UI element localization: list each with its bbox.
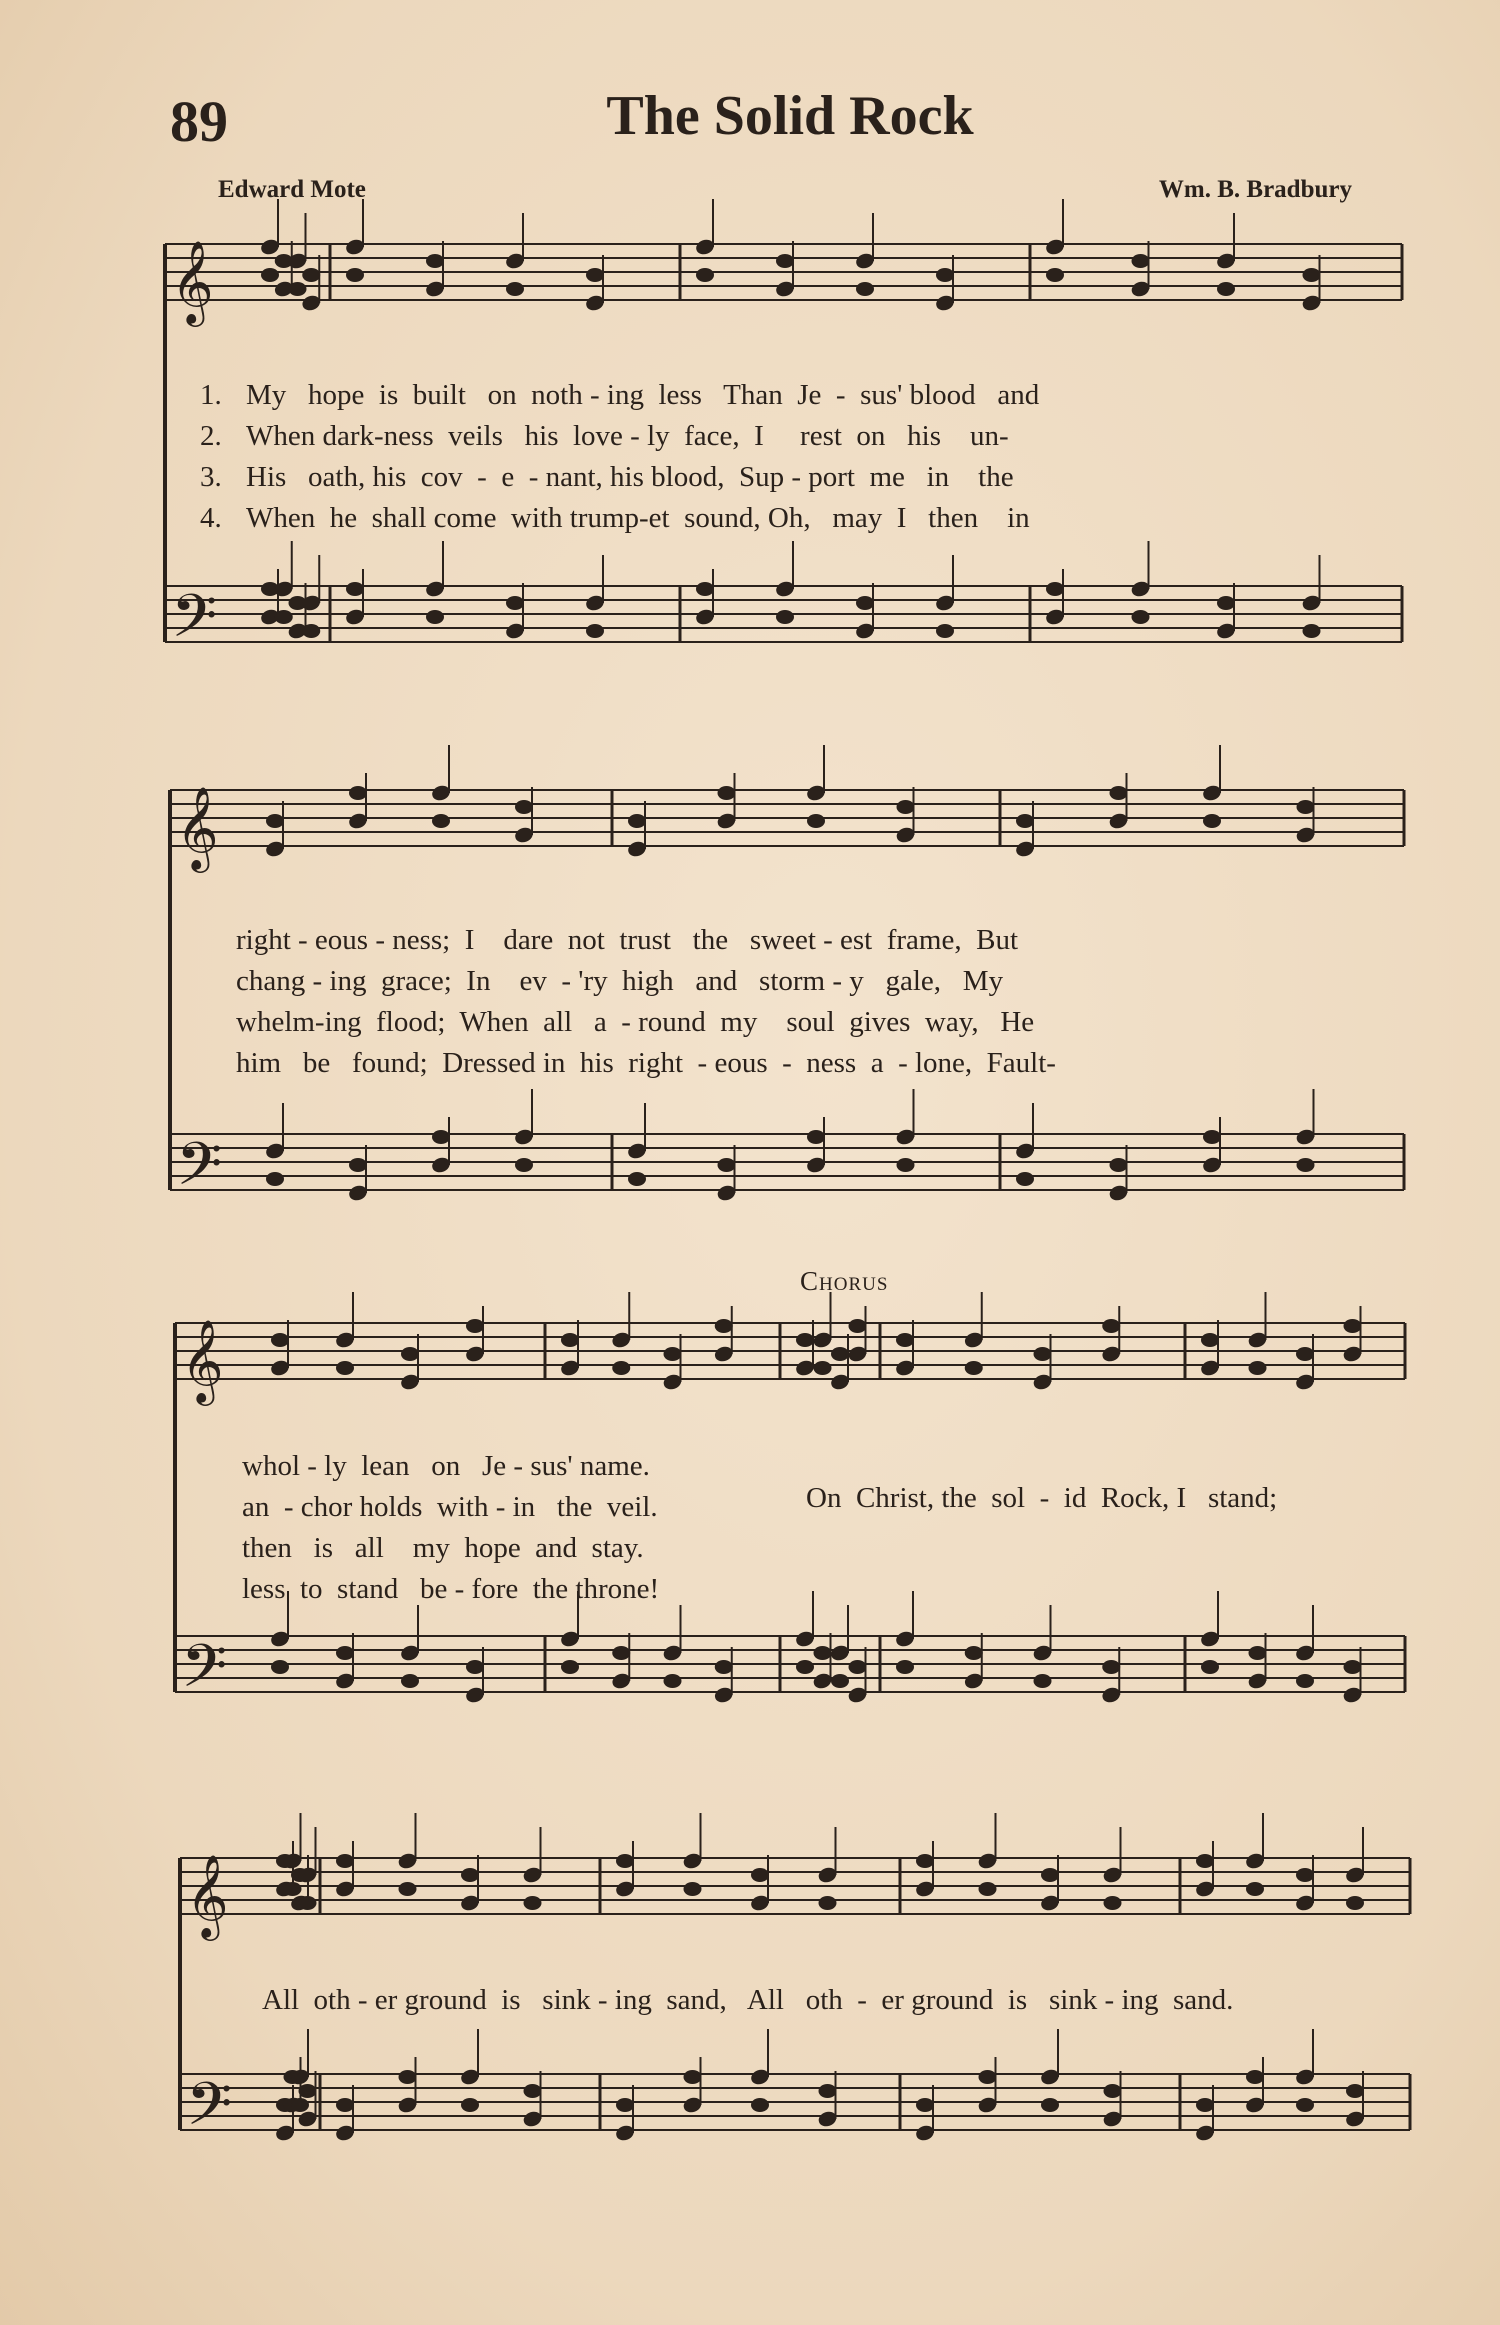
note-head <box>616 2098 634 2112</box>
note-head <box>291 2098 309 2112</box>
note-head <box>1034 1347 1052 1361</box>
note-head <box>1303 268 1321 282</box>
note-head <box>751 2098 769 2112</box>
note-head <box>718 1158 736 1172</box>
note-head <box>506 282 524 296</box>
note-head <box>302 624 320 638</box>
note-head <box>849 1660 867 1674</box>
note-head <box>466 1319 484 1333</box>
note-head <box>1296 2098 1314 2112</box>
note-head <box>1102 1319 1120 1333</box>
lyric-line: him be found; Dressed in his right - eous - ness a - lone, Fault- <box>236 1047 1056 1079</box>
note-head <box>856 596 874 610</box>
note-head <box>814 1646 832 1660</box>
note-head <box>561 1660 579 1674</box>
note-head <box>299 1896 317 1910</box>
note-head <box>349 1158 367 1172</box>
note-head <box>1297 800 1315 814</box>
note-head <box>1246 2070 1264 2084</box>
note-head <box>936 268 954 282</box>
note-head <box>1249 1361 1267 1375</box>
note-head <box>432 1130 450 1144</box>
note-head <box>586 268 604 282</box>
lyric-line: less to stand be - fore the throne! <box>242 1573 660 1605</box>
note-head <box>1344 1660 1362 1674</box>
final-lyric: All oth - er ground is sink - ing sand, All oth - er ground is sink - ing sand. <box>262 1984 1234 2016</box>
note-head <box>796 1660 814 1674</box>
note-head <box>461 2098 479 2112</box>
note-head <box>346 582 364 596</box>
note-head <box>1132 610 1150 624</box>
note-head <box>302 268 320 282</box>
chorus-lyric: On Christ, the sol - id Rock, I stand; <box>806 1482 1278 1514</box>
note-head <box>299 2084 317 2098</box>
verse-lyrics-system-1 <box>200 375 1039 539</box>
note-head <box>586 624 604 638</box>
lyric-line: whelm-ing flood; When all a - round my soul gives way, He <box>236 1006 1035 1038</box>
note-head <box>399 1882 417 1896</box>
note-head <box>261 268 279 282</box>
note-head <box>916 2098 934 2112</box>
note-head <box>432 814 450 828</box>
treble-clef-icon: 𝄞 <box>186 1853 229 1937</box>
note-head <box>426 254 444 268</box>
note-head <box>336 2098 354 2112</box>
note-head <box>336 1646 354 1660</box>
note-head <box>1201 1660 1219 1674</box>
note-head <box>628 814 646 828</box>
note-head <box>751 1868 769 1882</box>
note-head <box>461 1868 479 1882</box>
verse-lyrics-system-3 <box>242 1446 659 1610</box>
note-head <box>796 1333 814 1347</box>
lyric-line: an - chor holds with - in the veil. <box>242 1491 658 1523</box>
note-head <box>807 1130 825 1144</box>
note-head <box>401 1674 419 1688</box>
note-head <box>936 624 954 638</box>
lyric-line: right - eous - ness; I dare not trust the sweet - est frame, But <box>236 924 1019 956</box>
note-head <box>684 2070 702 2084</box>
note-head <box>896 1333 914 1347</box>
note-head <box>1046 582 1064 596</box>
note-head <box>336 1854 354 1868</box>
note-head <box>506 596 524 610</box>
note-head <box>696 268 714 282</box>
note-head <box>1296 1674 1314 1688</box>
note-head <box>965 1646 983 1660</box>
note-head <box>896 1660 914 1674</box>
note-head <box>336 1361 354 1375</box>
chorus-label: Chorus <box>800 1266 889 1296</box>
treble-clef-icon: 𝄞 <box>176 785 219 869</box>
note-head <box>819 1896 837 1910</box>
note-head <box>1246 1882 1264 1896</box>
note-head <box>271 1660 289 1674</box>
note-head <box>814 1361 832 1375</box>
note-head <box>515 1158 533 1172</box>
note-head <box>664 1674 682 1688</box>
note-head <box>1217 282 1235 296</box>
note-head <box>349 786 367 800</box>
note-head <box>1217 596 1235 610</box>
note-head <box>718 786 736 800</box>
note-head <box>1203 1130 1221 1144</box>
note-head <box>612 1361 630 1375</box>
note-head <box>561 1333 579 1347</box>
composer-credit: Wm. B. Bradbury <box>1158 176 1352 203</box>
note-head <box>1296 1868 1314 1882</box>
note-head <box>1132 254 1150 268</box>
note-head <box>979 2070 997 2084</box>
note-head <box>524 2084 542 2098</box>
note-head <box>1041 2098 1059 2112</box>
lyric-line: 4. When he shall come with trump-et sound, Oh, may I then in <box>200 502 1030 534</box>
note-head <box>1104 2084 1122 2098</box>
note-head <box>684 1882 702 1896</box>
lyric-line: then is all my hope and stay. <box>242 1532 644 1564</box>
note-head <box>1346 2084 1364 2098</box>
note-head <box>1346 1896 1364 1910</box>
note-head <box>1344 1319 1362 1333</box>
lyric-line: 3. His oath, his cov - e - nant, his blood, Sup - port me in the <box>200 461 1014 493</box>
note-head <box>1196 2098 1214 2112</box>
verse-lyrics-system-2 <box>236 920 1056 1084</box>
note-head <box>715 1660 733 1674</box>
note-head <box>346 268 364 282</box>
note-head <box>776 610 794 624</box>
note-head <box>1296 1347 1314 1361</box>
note-head <box>271 1333 289 1347</box>
note-head <box>266 1172 284 1186</box>
note-head <box>807 814 825 828</box>
note-head <box>696 582 714 596</box>
note-head <box>426 610 444 624</box>
bass-clef-icon: 𝄢 <box>171 581 218 665</box>
note-head <box>1102 1660 1120 1674</box>
note-head <box>715 1319 733 1333</box>
note-head <box>897 800 915 814</box>
note-head <box>1046 268 1064 282</box>
note-head <box>399 2070 417 2084</box>
note-head <box>1110 1158 1128 1172</box>
note-head <box>916 1854 934 1868</box>
note-head <box>616 1854 634 1868</box>
lyric-line: 2. When dark-ness veils his love - ly face, I rest on his un- <box>200 420 1009 452</box>
hymn-number: 89 <box>170 89 228 154</box>
note-head <box>1041 1868 1059 1882</box>
bass-clef-icon: 𝄢 <box>186 2069 233 2153</box>
note-head <box>1196 1854 1214 1868</box>
note-head <box>897 1158 915 1172</box>
treble-clef-icon: 𝄞 <box>171 239 214 323</box>
note-head <box>401 1347 419 1361</box>
note-head <box>831 1347 849 1361</box>
note-head <box>1249 1646 1267 1660</box>
note-head <box>1016 814 1034 828</box>
note-head <box>1016 1172 1034 1186</box>
note-head <box>776 254 794 268</box>
lyric-line: chang - ing grace; In ev - 'ry high and storm - y gale, My <box>236 965 1004 997</box>
note-head <box>466 1660 484 1674</box>
note-head <box>266 814 284 828</box>
note-head <box>1034 1674 1052 1688</box>
note-head <box>1303 624 1321 638</box>
note-head <box>965 1361 983 1375</box>
treble-clef-icon: 𝄞 <box>181 1318 224 1402</box>
note-head <box>1297 1158 1315 1172</box>
note-head <box>664 1347 682 1361</box>
note-head <box>849 1319 867 1333</box>
bass-clef-icon: 𝄢 <box>176 1129 223 1213</box>
note-head <box>612 1646 630 1660</box>
lyric-line: whol - ly lean on Je - sus' name. <box>242 1450 650 1482</box>
lyricist-credit: Edward Mote <box>218 176 366 203</box>
note-head <box>979 1882 997 1896</box>
note-head <box>628 1172 646 1186</box>
note-head <box>1201 1333 1219 1347</box>
note-head <box>1104 1896 1122 1910</box>
note-head <box>289 282 307 296</box>
bass-clef-icon: 𝄢 <box>181 1631 228 1715</box>
note-head <box>284 1882 302 1896</box>
hymn-title: The Solid Rock <box>606 85 974 147</box>
note-head <box>515 800 533 814</box>
note-head <box>1203 814 1221 828</box>
note-head <box>856 282 874 296</box>
note-head <box>1110 786 1128 800</box>
note-head <box>275 610 293 624</box>
lyric-line: 1. My hope is built on noth - ing less Than Je - sus' blood and <box>200 379 1040 411</box>
note-head <box>831 1674 849 1688</box>
note-head <box>524 1896 542 1910</box>
note-head <box>819 2084 837 2098</box>
